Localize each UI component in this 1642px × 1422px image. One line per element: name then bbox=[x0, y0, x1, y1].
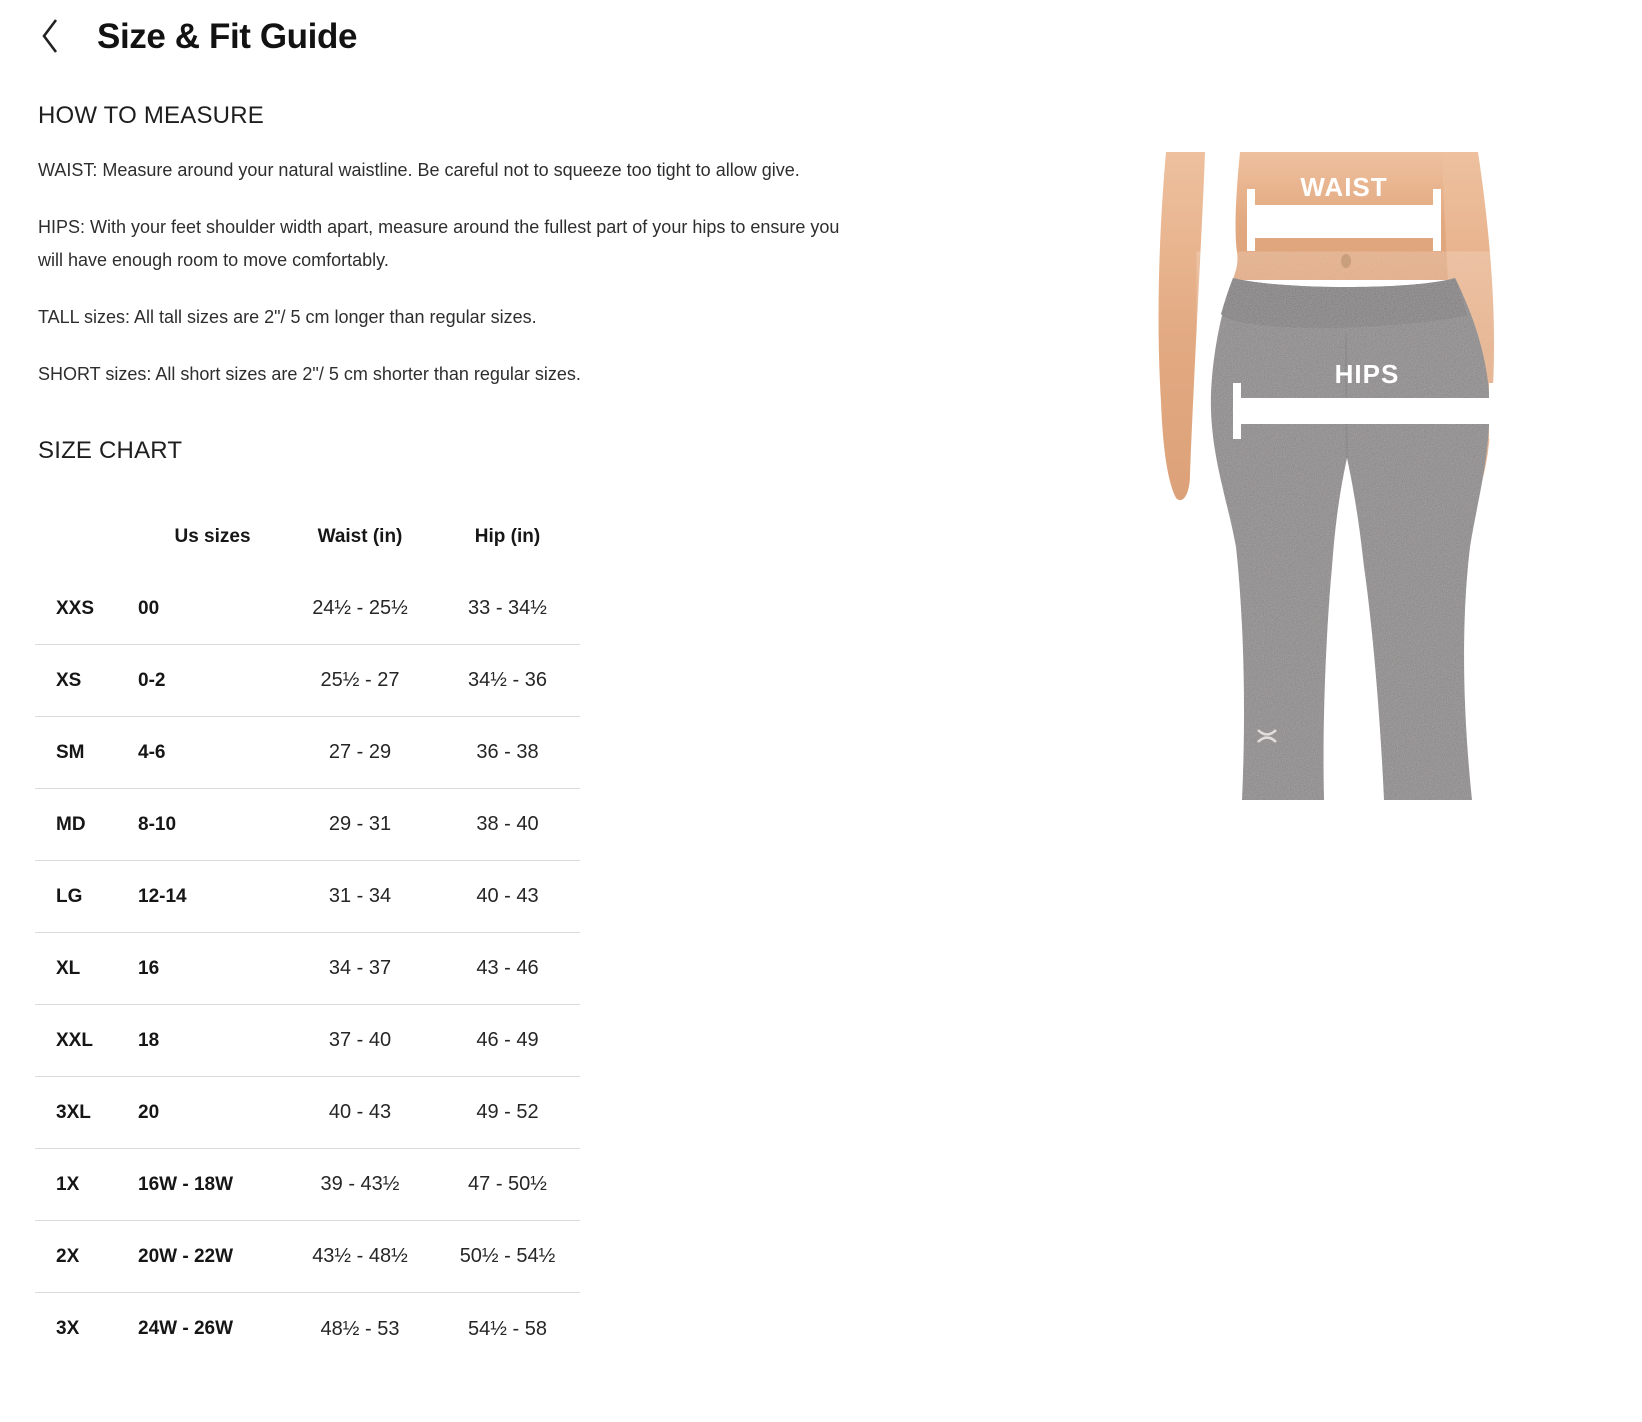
how-to-measure-heading: HOW TO MEASURE bbox=[38, 102, 264, 129]
table-row bbox=[35, 1005, 580, 1077]
size-code-cell: 2X bbox=[56, 1245, 80, 1267]
hip-range-cell: 33 - 34½ bbox=[468, 597, 547, 619]
us-sizes-cell: 24W - 26W bbox=[138, 1318, 234, 1339]
size-code-cell: XS bbox=[56, 669, 82, 691]
waist-range-cell: 39 - 43½ bbox=[320, 1173, 400, 1195]
hip-range-cell: 49 - 52 bbox=[476, 1101, 539, 1123]
leggings-body bbox=[1211, 278, 1490, 800]
size-chart-heading: SIZE CHART bbox=[38, 437, 183, 464]
header-hip-in: Hip (in) bbox=[474, 526, 541, 547]
hip-range-cell: 34½ - 36 bbox=[468, 669, 547, 691]
size-code-cell: SM bbox=[56, 741, 85, 763]
table-row bbox=[35, 933, 580, 1005]
hip-range-cell: 40 - 43 bbox=[476, 885, 539, 907]
hips-marker-label: HIPS bbox=[1334, 359, 1400, 389]
short-sizes-note: SHORT sizes: All short sizes are 2"/ 5 cm shorter than regular sizes. bbox=[38, 364, 581, 384]
table-row bbox=[35, 861, 580, 933]
navel bbox=[1341, 254, 1351, 268]
us-sizes-cell: 12-14 bbox=[138, 885, 187, 907]
size-code-cell: XXL bbox=[56, 1029, 93, 1051]
us-sizes-cell: 4-6 bbox=[138, 741, 166, 763]
header-waist-in: Waist (in) bbox=[317, 526, 403, 547]
table-row bbox=[35, 1149, 580, 1221]
page-title: Size & Fit Guide bbox=[97, 17, 358, 56]
hip-range-cell: 50½ - 54½ bbox=[459, 1245, 556, 1267]
hip-range-cell: 54½ - 58 bbox=[468, 1317, 547, 1340]
waist-range-cell: 48½ - 53 bbox=[320, 1317, 400, 1340]
size-chart-header-row bbox=[35, 501, 580, 573]
table-row bbox=[35, 573, 580, 645]
fit-model-photo bbox=[1100, 152, 1545, 802]
hip-range-cell: 38 - 40 bbox=[476, 813, 539, 835]
page-header bbox=[0, 0, 1642, 58]
leggings bbox=[1211, 278, 1490, 800]
us-sizes-cell: 18 bbox=[138, 1029, 160, 1051]
hip-range-cell: 47 - 50½ bbox=[468, 1173, 547, 1195]
waist-range-cell: 40 - 43 bbox=[328, 1101, 392, 1123]
us-sizes-cell: 20 bbox=[138, 1101, 160, 1123]
size-code-cell: LG bbox=[56, 885, 83, 907]
size-code-cell: 3XL bbox=[56, 1101, 91, 1123]
size-chart-body bbox=[35, 573, 580, 1365]
waist-range-cell: 31 - 34 bbox=[328, 885, 392, 907]
back-button[interactable] bbox=[40, 18, 64, 56]
chevron-left-icon bbox=[40, 17, 59, 58]
table-row bbox=[35, 1077, 580, 1149]
size-code-cell: MD bbox=[56, 813, 86, 835]
size-code-cell: XL bbox=[56, 957, 81, 979]
hip-range-cell: 36 - 38 bbox=[476, 741, 539, 763]
leggings-waistband bbox=[1221, 278, 1467, 328]
header-us-sizes: Us sizes bbox=[174, 526, 251, 547]
waist-marker-label: WAIST bbox=[1300, 172, 1388, 202]
waist-range-cell: 24½ - 25½ bbox=[312, 597, 408, 619]
us-sizes-cell: 8-10 bbox=[138, 813, 177, 835]
waist-range-cell: 27 - 29 bbox=[328, 741, 392, 763]
fit-model-illustration bbox=[1100, 152, 1545, 802]
size-code-cell: XXS bbox=[56, 597, 95, 619]
waist-instructions: WAIST: Measure around your natural waistline. Be careful not to squeeze too tight to allow give. bbox=[38, 160, 800, 180]
us-sizes-cell: 0-2 bbox=[138, 669, 166, 691]
waist-range-cell: 43½ - 48½ bbox=[312, 1245, 408, 1267]
size-chart-table bbox=[35, 501, 580, 1365]
hips-instructions: HIPS: With your feet shoulder width apart, measure around the fullest part of your hips to ensure you will have enough room to move comfortably. bbox=[38, 217, 840, 270]
waist-range-cell: 25½ - 27 bbox=[320, 669, 400, 691]
model-left-arm bbox=[1159, 152, 1205, 500]
size-code-cell: 1X bbox=[56, 1173, 80, 1195]
table-row bbox=[35, 1221, 580, 1293]
waist-range-cell: 34 - 37 bbox=[328, 957, 392, 979]
leggings-front-seam bbox=[1346, 334, 1347, 458]
waist-range-cell: 37 - 40 bbox=[328, 1029, 392, 1051]
table-row bbox=[35, 717, 580, 789]
us-sizes-cell: 16W - 18W bbox=[138, 1173, 234, 1195]
us-sizes-cell: 20W - 22W bbox=[138, 1245, 234, 1267]
tall-sizes-note: TALL sizes: All tall sizes are 2"/ 5 cm longer than regular sizes. bbox=[38, 307, 537, 327]
table-row bbox=[35, 789, 580, 861]
hip-range-cell: 46 - 49 bbox=[476, 1029, 539, 1051]
table-row bbox=[35, 645, 580, 717]
us-sizes-cell: 00 bbox=[138, 597, 160, 619]
table-row bbox=[35, 1293, 580, 1365]
hip-range-cell: 43 - 46 bbox=[476, 957, 539, 979]
us-sizes-cell: 16 bbox=[138, 957, 160, 979]
size-code-cell: 3X bbox=[56, 1318, 80, 1339]
waist-range-cell: 29 - 31 bbox=[328, 813, 392, 835]
